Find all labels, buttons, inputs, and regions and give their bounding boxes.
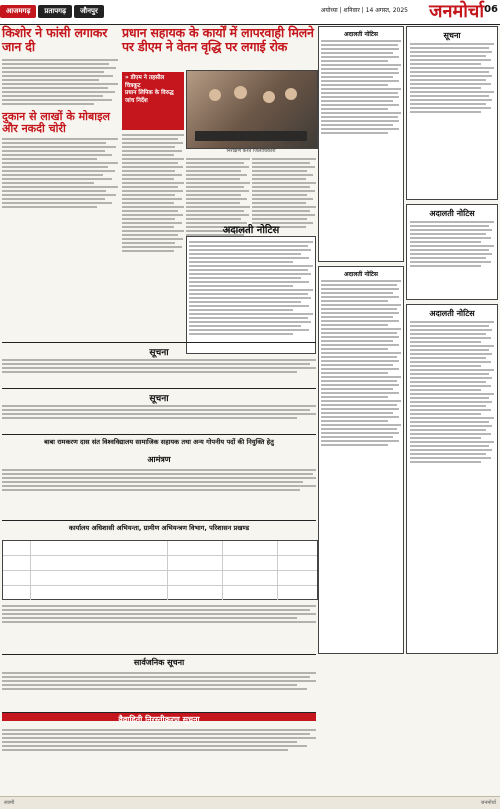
info-section-1	[2, 342, 316, 387]
university-notice	[2, 434, 316, 519]
main-story-text-left	[122, 132, 184, 254]
right-notice-3	[406, 304, 498, 654]
left-headline: किशोर ने फांसी लगाकर जान दी	[2, 25, 108, 55]
photo-caption: निरीक्षण करते जिलाधिकारी	[226, 148, 276, 154]
table-cell	[36, 556, 168, 570]
notice-stack-2-text	[321, 280, 401, 446]
dateline: अयोध्या | शनिवार | 14 अगस्त, 2025	[320, 7, 408, 14]
table-row	[3, 556, 317, 571]
table-cell	[228, 556, 278, 570]
matrimonial-cancel-title: वैवाहिती निरस्तीकरण सूचना	[118, 715, 200, 724]
notice-stack-title: अदालती नोटिस	[344, 31, 378, 38]
right-notice-2	[406, 204, 498, 300]
highlight-line: प्रधान लिपिक के विरुद्ध	[125, 90, 174, 97]
table-cell	[228, 586, 278, 600]
public-notice	[2, 654, 316, 711]
public-notice-text	[2, 670, 316, 692]
right-notice-3-title: अदालती नोटिस	[429, 309, 475, 318]
photo-person	[209, 89, 221, 101]
notice-text	[189, 241, 313, 335]
photo-person	[285, 88, 297, 100]
main-story	[122, 26, 316, 356]
notice-stack-text	[321, 40, 401, 134]
info-section-2-text	[2, 403, 316, 421]
photo-desk	[195, 131, 307, 141]
table-cell	[173, 586, 223, 600]
notice-stack-2-title: अदालती नोटिस	[344, 271, 378, 278]
table-cell	[173, 541, 223, 555]
public-notice-title: सार्वजनिक सूचना	[133, 658, 185, 667]
right-notice-2-title: अदालती नोटिस	[429, 209, 475, 218]
info-section-2-title: सूचना	[149, 394, 169, 404]
footer-right: जनमोर्चा	[480, 800, 496, 806]
photo-person	[234, 86, 247, 99]
table-row	[3, 586, 317, 600]
office-notice-table	[2, 540, 318, 600]
court-notice-title: अदालती नोटिस	[222, 225, 280, 236]
info-section-1-title: सूचना	[149, 348, 169, 358]
highlight-line: जांच निर्देश	[125, 98, 148, 105]
office-notice	[2, 520, 316, 653]
table-row	[3, 571, 317, 586]
tab-pratapgarh[interactable]: प्रतापगढ़	[38, 5, 72, 18]
university-notice-subtitle: आमंत्रण	[147, 455, 171, 464]
university-notice-title: बाबा रामकरण दास संत विश्वविद्यालय सामाजिक सहायक तथा अन्य गोपनीय पदों की नियुक्ति हेतु	[44, 438, 274, 446]
matrimonial-cancel-text	[2, 727, 316, 753]
page-footer	[0, 796, 500, 809]
info-section-1-text	[2, 357, 316, 375]
lower-notices	[2, 342, 316, 776]
court-notice	[186, 236, 316, 354]
office-notice-title: कार्यालय अधिशासी अभियन्ता, ग्रामीण अभियन्त्रण विभाग, परिशासन प्रखण्ड	[68, 524, 250, 532]
left-story-text-2	[2, 138, 118, 208]
left-story-text	[2, 59, 118, 105]
tab-jaunpur[interactable]: जौनपुर	[74, 5, 104, 18]
main-photo	[186, 70, 318, 149]
notice-column-4	[406, 26, 498, 654]
main-headline: प्रधान सहायक के कार्यों में लापरवाही मिलने पर डीएम ने वेतन वृद्धि पर लगाई रोक	[122, 25, 314, 55]
brand-logo: जनमोर्चा	[429, 1, 484, 22]
table-row	[3, 541, 317, 556]
table-cell	[3, 586, 31, 600]
right-notice-1-text	[410, 43, 494, 113]
university-notice-text	[2, 467, 316, 493]
table-cell	[36, 586, 168, 600]
notice-column-3	[318, 26, 404, 654]
notice-stack-2	[318, 266, 404, 654]
tab-azamgarh[interactable]: आजमगढ़	[0, 5, 36, 18]
table-cell	[228, 571, 278, 585]
section-tabs	[0, 5, 104, 18]
highlight-line: » डीएम ने तहसील चित्रकूट	[125, 75, 165, 89]
right-notice-2-text	[410, 221, 494, 267]
page-number: 06	[484, 4, 498, 15]
masthead	[0, 0, 500, 25]
photo-person	[263, 91, 275, 103]
right-notice-1	[406, 26, 498, 200]
table-cell	[3, 541, 31, 555]
left-column	[2, 26, 118, 341]
footer-left: स्वामी	[4, 800, 15, 806]
left-second-headline: दुकान से लाखों के मोबाइल और नकदी चोरी	[2, 109, 111, 136]
table-cell	[36, 541, 168, 555]
main-highlight-box	[122, 72, 184, 130]
table-cell	[228, 541, 278, 555]
table-cell	[173, 571, 223, 585]
matrimonial-cancel-notice	[2, 712, 316, 777]
main-story-text-right	[252, 156, 316, 230]
right-notice-3-text	[410, 321, 494, 463]
table-cell	[36, 571, 168, 585]
notice-stack	[318, 26, 404, 262]
table-cell	[3, 556, 31, 570]
right-notice-1-title: सूचना	[443, 31, 461, 40]
info-section-2	[2, 388, 316, 433]
office-notice-text	[2, 603, 316, 625]
table-cell	[3, 571, 31, 585]
table-cell	[173, 556, 223, 570]
